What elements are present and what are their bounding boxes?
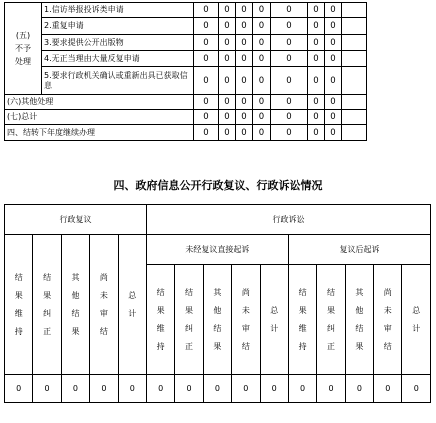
value-cell: 0 bbox=[308, 51, 325, 67]
value-cell: 0 bbox=[325, 110, 342, 125]
column-header: 总 计 bbox=[402, 265, 431, 375]
disposition-table bbox=[4, 2, 432, 141]
value-cell: 0 bbox=[219, 125, 236, 141]
table-row bbox=[5, 3, 432, 18]
value-cell: 0 bbox=[253, 67, 271, 95]
value-cell: 0 bbox=[5, 375, 33, 403]
value-cell: 0 bbox=[194, 51, 219, 67]
value-cell: 0 bbox=[175, 375, 203, 403]
column-header: 其 他 结 果 bbox=[203, 265, 231, 375]
value-cell: 0 bbox=[308, 18, 325, 35]
value-cell: 0 bbox=[219, 51, 236, 67]
value-cell: 0 bbox=[146, 375, 174, 403]
value-cell: 0 bbox=[236, 110, 253, 125]
value-cell: 0 bbox=[219, 18, 236, 35]
row-label: 4.无正当理由大量反复申请 bbox=[42, 51, 194, 67]
empty-cell bbox=[342, 51, 367, 67]
value-cell: 0 bbox=[236, 125, 253, 141]
column-header: 结 果 维 持 bbox=[5, 235, 33, 375]
value-cell: 0 bbox=[325, 3, 342, 18]
table-row bbox=[5, 375, 431, 403]
table-row bbox=[5, 125, 432, 141]
value-cell: 0 bbox=[194, 110, 219, 125]
value-cell: 0 bbox=[271, 67, 308, 95]
table-row bbox=[5, 110, 432, 125]
value-cell: 0 bbox=[219, 95, 236, 110]
value-cell: 0 bbox=[271, 125, 308, 141]
column-header: 尚 未 审 结 bbox=[232, 265, 260, 375]
value-cell: 0 bbox=[61, 375, 89, 403]
value-cell: 0 bbox=[194, 18, 219, 35]
value-cell: 0 bbox=[236, 35, 253, 51]
value-cell: 0 bbox=[194, 125, 219, 141]
header-row bbox=[5, 235, 431, 265]
value-cell: 0 bbox=[253, 35, 271, 51]
row-label: 5.要求行政机关确认或重新出具已获取信息 bbox=[42, 67, 194, 95]
value-cell: 0 bbox=[232, 375, 260, 403]
value-cell: 0 bbox=[325, 95, 342, 110]
column-header: 其 他 结 果 bbox=[345, 265, 373, 375]
value-cell: 0 bbox=[325, 51, 342, 67]
table-row bbox=[5, 67, 432, 95]
value-cell: 0 bbox=[236, 67, 253, 95]
value-cell: 0 bbox=[271, 18, 308, 35]
column-header: 总 计 bbox=[118, 235, 146, 375]
not-reviewed-header: 未经复议直接起诉 bbox=[146, 235, 288, 265]
row-label: 1.信访举报投诉类申请 bbox=[42, 3, 194, 18]
table-row bbox=[5, 51, 432, 67]
value-cell: 0 bbox=[271, 95, 308, 110]
column-header: 结 果 纠 正 bbox=[317, 265, 345, 375]
value-cell: 0 bbox=[374, 375, 402, 403]
value-cell: 0 bbox=[325, 18, 342, 35]
row-label: 四、结转下年度继续办理 bbox=[5, 125, 194, 141]
value-cell: 0 bbox=[219, 110, 236, 125]
row-label: (七)总计 bbox=[5, 110, 194, 125]
review-header: 行政复议 bbox=[5, 205, 147, 235]
value-cell: 0 bbox=[271, 51, 308, 67]
empty-cell bbox=[342, 110, 367, 125]
value-cell: 0 bbox=[33, 375, 61, 403]
value-cell: 0 bbox=[308, 3, 325, 18]
value-cell: 0 bbox=[253, 95, 271, 110]
value-cell: 0 bbox=[236, 51, 253, 67]
value-cell: 0 bbox=[402, 375, 431, 403]
value-cell: 0 bbox=[253, 3, 271, 18]
value-cell: 0 bbox=[90, 375, 118, 403]
value-cell: 0 bbox=[308, 95, 325, 110]
group-label-line: (五) bbox=[15, 31, 31, 40]
litigation-header: 行政诉讼 bbox=[146, 205, 430, 235]
value-cell: 0 bbox=[308, 35, 325, 51]
group-label-line: 处理 bbox=[15, 57, 31, 66]
value-cell: 0 bbox=[118, 375, 146, 403]
value-cell: 0 bbox=[194, 67, 219, 95]
empty-cell bbox=[342, 95, 367, 110]
empty-cell bbox=[342, 67, 367, 95]
value-cell: 0 bbox=[236, 95, 253, 110]
value-cell: 0 bbox=[194, 95, 219, 110]
column-header: 总 计 bbox=[260, 265, 288, 375]
row-label: (六)其他处理 bbox=[5, 95, 194, 110]
value-cell: 0 bbox=[194, 35, 219, 51]
empty-cell bbox=[342, 35, 367, 51]
value-cell: 0 bbox=[203, 375, 231, 403]
column-header: 结 果 维 持 bbox=[288, 265, 316, 375]
column-header: 尚 未 审 结 bbox=[90, 235, 118, 375]
value-cell: 0 bbox=[236, 3, 253, 18]
value-cell: 0 bbox=[345, 375, 373, 403]
value-cell: 0 bbox=[253, 51, 271, 67]
value-cell: 0 bbox=[308, 110, 325, 125]
value-cell: 0 bbox=[219, 67, 236, 95]
section-title: 四、政府信息公开行政复议、行政诉讼情况 bbox=[113, 179, 323, 192]
value-cell: 0 bbox=[325, 125, 342, 141]
after-review-header: 复议后起诉 bbox=[288, 235, 430, 265]
column-header: 其 他 结 果 bbox=[61, 235, 89, 375]
value-cell: 0 bbox=[253, 125, 271, 141]
value-cell: 0 bbox=[288, 375, 316, 403]
value-cell: 0 bbox=[325, 67, 342, 95]
review-litigation-table bbox=[4, 204, 431, 403]
column-header: 结 果 维 持 bbox=[146, 265, 174, 375]
value-cell: 0 bbox=[271, 35, 308, 51]
empty-cell bbox=[342, 125, 367, 141]
table-row bbox=[5, 35, 432, 51]
value-cell: 0 bbox=[260, 375, 288, 403]
value-cell: 0 bbox=[271, 3, 308, 18]
value-cell: 0 bbox=[271, 110, 308, 125]
column-header: 尚 未 审 结 bbox=[374, 265, 402, 375]
value-cell: 0 bbox=[325, 35, 342, 51]
table-row bbox=[5, 95, 432, 110]
group-label-line: 不予 bbox=[15, 44, 31, 53]
value-cell: 0 bbox=[236, 18, 253, 35]
column-header: 结 果 纠 正 bbox=[175, 265, 203, 375]
table-row bbox=[5, 18, 432, 35]
column-header: 结 果 纠 正 bbox=[33, 235, 61, 375]
row-label: 2.重复申请 bbox=[42, 18, 194, 35]
value-cell: 0 bbox=[194, 3, 219, 18]
value-cell: 0 bbox=[253, 18, 271, 35]
empty-cell bbox=[342, 3, 367, 18]
group-label-cell bbox=[5, 3, 42, 95]
header-row bbox=[5, 205, 431, 235]
row-label: 3.要求提供公开出版物 bbox=[42, 35, 194, 51]
value-cell: 0 bbox=[308, 125, 325, 141]
value-cell: 0 bbox=[308, 67, 325, 95]
empty-cell bbox=[342, 18, 367, 35]
value-cell: 0 bbox=[219, 3, 236, 18]
value-cell: 0 bbox=[317, 375, 345, 403]
value-cell: 0 bbox=[253, 110, 271, 125]
value-cell: 0 bbox=[219, 35, 236, 51]
